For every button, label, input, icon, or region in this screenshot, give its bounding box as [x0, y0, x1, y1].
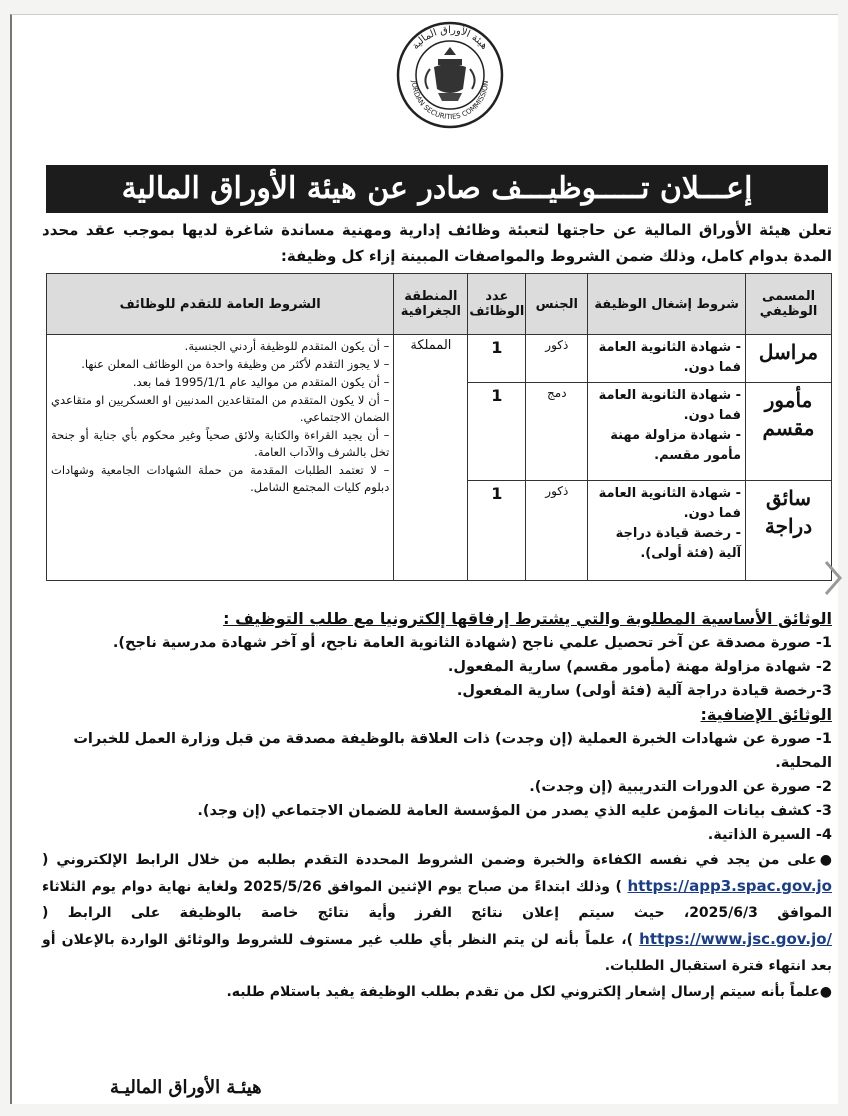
note-text: ●على من يجد في نفسه الكفاءة والخبرة وضمن الشروط المحددة التقدم بطلبه من خلال الرابط الإلكتروني ( [42, 852, 832, 868]
job-region: المملكة [394, 335, 468, 581]
job-count: 1 [468, 481, 526, 581]
general-condition-item: – أن لا يكون المتقدم من المتقاعدين المدنيين او العسكريين او متقاعدي الضمان الاجتماعي. [51, 393, 390, 424]
list-item: 2- صورة عن الدورات التدريبية (إن وجدت). [529, 779, 832, 795]
job-conditions: - شهادة الثانوية العامة فما دون. - شهادة مزاولة مهنة مأمور مقسم. [588, 383, 746, 481]
announcement-banner: إعـــلان تـــــوظيـــف صادر عن هيئة الأوراق المالية [46, 165, 828, 213]
header-count: عدد الوظائف [468, 274, 526, 335]
job-title-motorcycle-driver: سائق دراجة [746, 481, 832, 581]
notification-note: ●علماً بأنه سيتم إرسال إشعار إلكتروني لكل من تقدم بطلب الوظيفة يفيد باستلام طلبه. [226, 984, 832, 1000]
note-text: )، علماً بأنه لن يتم النظر بأي طلب غير مستوف للشروط والوثائق الواردة بالإعلان أو بعد انتهاء فترة استقبال الطلبات. [42, 932, 832, 974]
general-condition-item: – لا تعتمد الطلبات المقدمة من حملة الشهادات الجامعية وشهادات دبلوم كليات المجتمع الشامل. [51, 463, 390, 494]
job-count: 1 [468, 335, 526, 383]
header-job-title: المسمى الوظيفي [746, 274, 832, 335]
logo-english-text: JORDAN SECURITIES COMMISSION [409, 80, 491, 122]
general-condition-item: – أن يكون المتقدم للوظيفة أردني الجنسية. [184, 339, 390, 353]
application-note [42, 847, 832, 979]
job-gender: دمج [526, 383, 588, 481]
general-condition-item: – أن يكون المتقدم من مواليد عام 1995/1/1 فما بعد. [132, 375, 390, 389]
general-condition-item: – لا يجوز التقدم لأكثر من وظيفة واحدة من الوظائف المعلن عنها. [81, 357, 390, 371]
note-text: ) وذلك ابتداءً من صباح يوم الإثنين الموافق 2025/5/26 ولغاية نهاية دوام يوم الثلاثاء الموافق 2025/6/3، حيث سيتم إعلان نتائج الفرز وأية نتائج خاصة بالوظيفة على الرابط ( [42, 879, 832, 921]
header-general-conditions: الشروط العامة للتقدم للوظائف [47, 274, 394, 335]
intro-paragraph: تعلن هيئة الأوراق المالية عن حاجتها لتعبئة وظائف إدارية ومهنية مساندة شاغرة لديها بموجب عقد محدد المدة بدوام كامل، وذلك ضمن الشروط والمواصفات المبينة إزاء كل وظيفة: [42, 221, 832, 265]
results-link[interactable]: https://www.jsc.gov.jo/ [639, 930, 832, 948]
list-item: 1- صورة عن شهادات الخبرة العملية (إن وجدت) ذات العلاقة بالوظيفة مصدقة من قبل وزارة العمل للخبرات المحلية. [73, 731, 832, 771]
general-conditions [47, 335, 394, 581]
documents-section [42, 607, 832, 1005]
required-docs-heading: الوثائق الأساسية المطلوبة والتي يشترط إرفاقها إلكترونيا مع طلب التوظيف : [223, 609, 832, 628]
list-item: 2- شهادة مزاولة مهنة (مأمور مقسم) سارية المفعول. [447, 659, 832, 675]
job-conditions: - شهادة الثانوية العامة فما دون. - رخصة قيادة دراجة آلية (فئة أولى). [588, 481, 746, 581]
logo-arabic-text: هيئة الأوراق المالية [410, 24, 490, 52]
list-item: 3-رخصة قيادة دراجة آلية (فئة أولى) سارية المفعول. [456, 683, 832, 699]
announcement-page [10, 14, 838, 1104]
jobs-table [46, 273, 832, 581]
additional-docs-heading: الوثائق الإضافية: [700, 705, 832, 724]
application-link[interactable]: https://app3.spac.gov.jo [627, 877, 832, 895]
job-title-messenger: مراسل [746, 335, 832, 383]
header-conditions: شروط إشغال الوظيفة [588, 274, 746, 335]
job-title-switchboard: مأمور مقسم [746, 383, 832, 481]
chevron-right-icon[interactable] [820, 556, 846, 600]
job-gender: ذكور [526, 481, 588, 581]
header-region: المنطقة الجغرافية [394, 274, 468, 335]
table-header-row [47, 274, 832, 335]
job-count: 1 [468, 383, 526, 481]
header-gender: الجنس [526, 274, 588, 335]
signature: هيئـة الأوراق الماليـة [110, 1077, 262, 1098]
list-item: 1- صورة مصدقة عن آخر تحصيل علمي ناجح (شهادة الثانوية العامة ناجح، أو آخر شهادة مدرسية ناجح). [112, 635, 832, 651]
job-conditions: - شهادة الثانوية العامة فما دون. [588, 335, 746, 383]
list-item: 3- كشف بيانات المؤمن عليه الذي يصدر من المؤسسة العامة للضمان الاجتماعي (إن وجد). [197, 803, 832, 819]
table-row [47, 335, 832, 383]
job-gender: ذكور [526, 335, 588, 383]
general-condition-item: – أن يجيد القراءة والكتابة ولائق صحياً وغير محكوم بأي جناية أو جنحة تخل بالشرف والآداب العامة. [51, 428, 390, 459]
list-item: 4- السيرة الذاتية. [707, 827, 832, 843]
commission-logo [394, 19, 506, 131]
